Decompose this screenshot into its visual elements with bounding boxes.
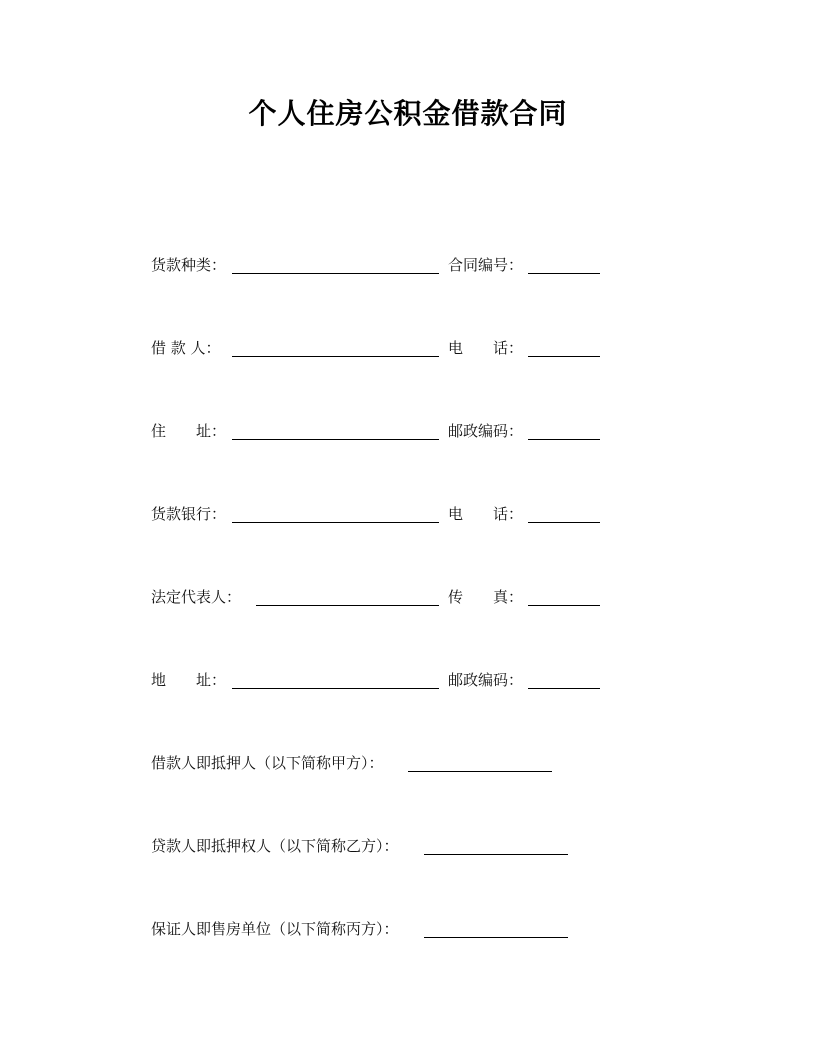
legal-representative-label: 法定代表人： [151, 588, 242, 606]
field-row-legal-rep [0, 586, 816, 608]
borrower-label: 借 款 人： [151, 339, 221, 357]
residence-label: 住 址： [151, 422, 227, 440]
loan-type-label: 货款种类： [151, 256, 227, 274]
document-title: 个人住房公积金借款合同 [248, 97, 568, 130]
postal-code-label: 邮政编码： [448, 422, 524, 440]
borrower-blank[interactable] [232, 356, 439, 357]
party-c-blank[interactable] [424, 937, 568, 938]
residence-blank[interactable] [232, 439, 439, 440]
field-row-bank [0, 503, 816, 525]
fax-blank[interactable] [528, 605, 600, 606]
party-c-label: 保证人即售房单位（以下简称丙方）： [151, 920, 399, 938]
party-b-label: 贷款人即抵押权人（以下简称乙方）： [151, 837, 399, 855]
contract-number-blank[interactable] [528, 273, 600, 274]
bank-postal-code-blank[interactable] [528, 688, 600, 689]
fax-label: 传 真： [448, 588, 524, 606]
borrower-phone-blank[interactable] [528, 356, 600, 357]
party-a-label: 借款人即抵押人（以下简称甲方）： [151, 754, 384, 772]
party-row-c [0, 918, 816, 940]
postal-code-blank[interactable] [528, 439, 600, 440]
lending-bank-label: 货款银行： [151, 505, 227, 523]
field-row-bank-address [0, 669, 816, 691]
borrower-phone-label: 电 话： [448, 339, 524, 357]
field-row-address [0, 420, 816, 442]
bank-address-blank[interactable] [232, 688, 439, 689]
loan-type-blank[interactable] [232, 273, 439, 274]
party-row-a [0, 752, 816, 774]
legal-representative-blank[interactable] [256, 605, 439, 606]
bank-phone-blank[interactable] [528, 522, 600, 523]
party-b-blank[interactable] [424, 854, 568, 855]
party-a-blank[interactable] [408, 771, 552, 772]
bank-postal-code-label: 邮政编码： [448, 671, 524, 689]
bank-address-label: 地 址： [151, 671, 227, 689]
field-row-borrower [0, 337, 816, 359]
field-row-loan-type [0, 254, 816, 276]
party-row-b [0, 835, 816, 857]
lending-bank-blank[interactable] [232, 522, 439, 523]
bank-phone-label: 电 话： [448, 505, 524, 523]
contract-number-label: 合同编号： [448, 256, 524, 274]
